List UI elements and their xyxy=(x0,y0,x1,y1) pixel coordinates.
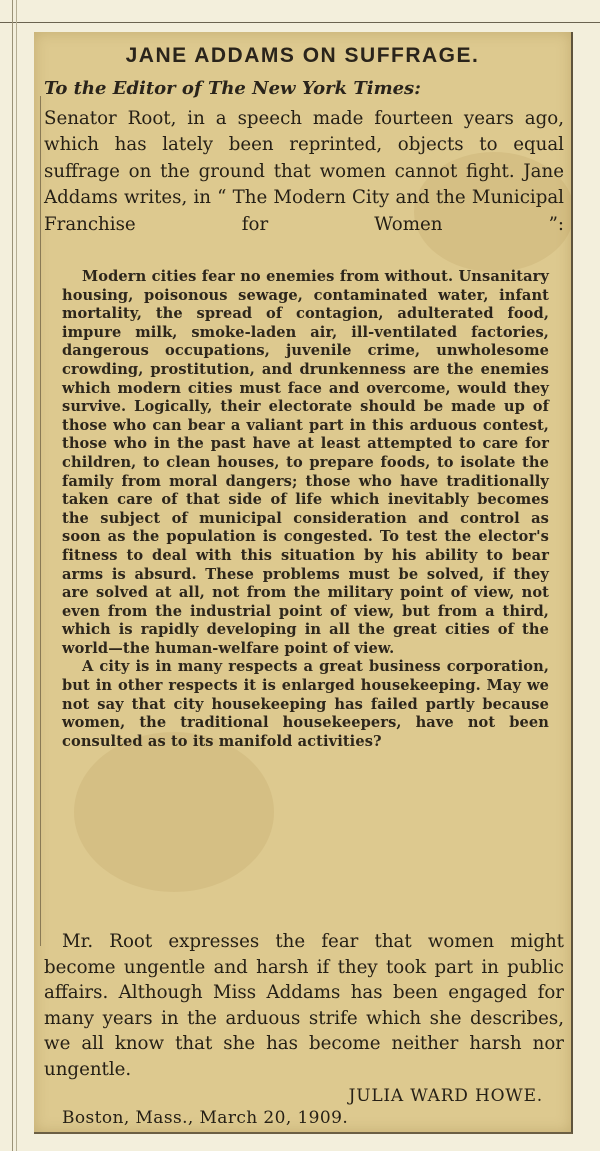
article-headline: JANE ADDAMS ON SUFFRAGE. xyxy=(125,44,480,67)
quote-paragraph: Modern cities fear no enemies from without. Unsanitary housing, poisonous sewage, contaminated water, infant mortality, the spread of contagion, adulterated food, impure milk, smoke-laden air, ill-ventilated factories, dangerous occupations, juvenile crime, unwholesome crowding, prostitution, and drunkenness are the enemies which modern cities must face and overcome, would they survive. Logically, their electorate should be made up of those who can bear a valiant part in this arduous contest, those who in the past have at least attempted to care for children, to clean houses, to prepare foods, to isolate the family from moral dangers; those who have traditionally taken care of that side of life which inevitably becomes the subject of municipal consideration and control as soon as the population is congested. To test the elector's fitness to deal with this situation by his ability to bear arms is absurd. These problems must be solved, if they are solved at all, not from the military point of view, not even from the industrial point of view, but from a third, which is rapidly developing in all the great cities of the world—the human-welfare point of view. xyxy=(62,268,549,657)
signature: JULIA WARD HOWE. xyxy=(348,1086,543,1106)
lead-paragraph: Senator Root, in a speech made fourteen years ago, which has lately been reprinted, objects to equal suffrage on the ground that women cannot fight. Jane Addams writes, in “ The Modern City and the Municipal Franchise for Women ”: xyxy=(44,108,564,235)
column-rule xyxy=(40,96,41,946)
page-left-rule-inner xyxy=(16,0,17,1151)
page-left-rule xyxy=(12,0,13,1151)
newspaper-clipping xyxy=(34,32,573,1134)
closing-paragraph-text: Mr. Root expresses the fear that women might become ungentle and harsh if they took part in public affairs. Although Miss Addams has been engaged for many years in the arduous strife which she describes, we all know that she has become neither harsh nor ungentle. xyxy=(44,931,564,1080)
block-quote xyxy=(62,268,549,770)
page-top-rule xyxy=(0,22,600,23)
dateline: Boston, Mass., March 20, 1909. xyxy=(62,1108,349,1128)
quote-paragraph: A city is in many respects a great business corporation, but in other respects it is enlarged housekeeping. May we not say that city housekeeping has failed partly because women, the traditional housekeepers, have not been consulted as to its manifold activities? xyxy=(62,658,549,750)
closing-paragraph xyxy=(44,929,564,1108)
salutation: To the Editor of The New York Times: xyxy=(44,78,421,99)
